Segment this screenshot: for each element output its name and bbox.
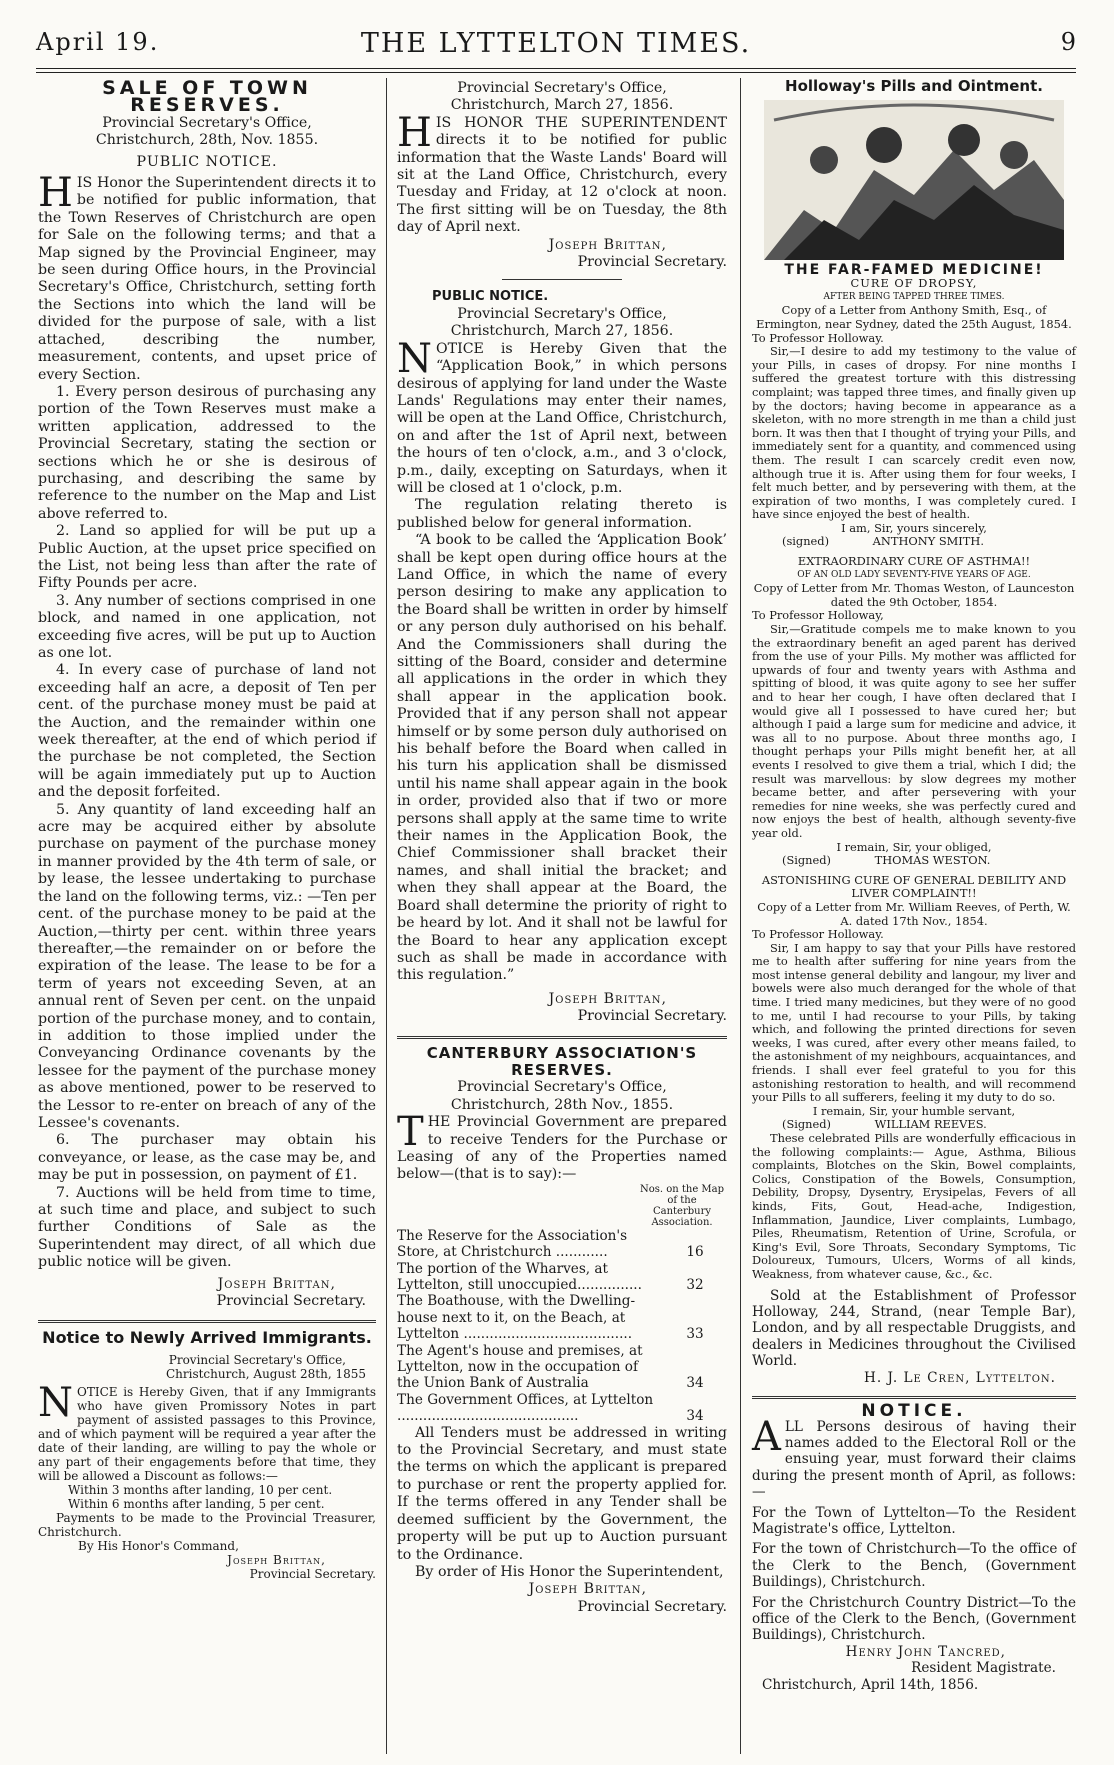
property-description: The Government Offices, at Lyttelton .......................................... (397, 1391, 654, 1425)
properties-table (397, 1228, 727, 1425)
notice-item: For the town of Christchurch—To the office of the Clerk to the Bench, (Government Buildings), Christchurch. (752, 1541, 1076, 1591)
masthead-rule-2 (36, 72, 1076, 73)
regulation-intro: The regulation relating thereto is published below for general information. (397, 497, 727, 531)
command-line: By His Honor's Command, (78, 1538, 239, 1553)
section-divider (38, 1320, 376, 1323)
map-number: 33 (686, 1326, 704, 1343)
payment-line: Payments to be made to the Provincial Treasurer, Christchurch. (38, 1510, 376, 1539)
tender-intro: THE Provincial Government are prepared to receive Tenders for the Purchase or Leasing of any of the Properties named below—(that is to say):— (397, 1109, 727, 1183)
cure-title: ASTONISHING CURE OF GENERAL DEBILITY AND LIVER COMPLAINT!! (761, 872, 1067, 901)
newspaper-title: THE LYTTELTON TIMES. (360, 28, 752, 59)
property-description: The portion of the Wharves, at Lyttelton, still unoccupied............... (397, 1260, 642, 1293)
cure-title: EXTRAORDINARY CURE OF ASTHMA!! (797, 554, 1031, 569)
discount-line: Within 3 months after landing, 10 per cent. (68, 1482, 333, 1497)
map-number: 16 (686, 1244, 704, 1261)
letter-body: Sir,—I desire to add my testimony to the value of your Pills, in cases of dropsy. For nine months I suffered the greatest torture with this distressing complaint; was tapped three times, and finally given up by the doctors; having become in appearance as a skeleton, with no more strength in me than a child just born. It was then that I thought of trying your Pills, and immediately sent for a quantity, and commenced using them. The result I can scarcely credit even now, although true it is. After using them for four weeks, I felt much better, and by persevering with them, at the expiration of two months, I was completely cured. I have since enjoyed the best of health. (752, 344, 1076, 522)
letter-body: Sir,—Gratitude compels me to make known to you the extraordinary benefit an aged parent has derived from the use of your Pills. My mother was afflicted for upwards of four and twenty years with Asthma and spitting of blood, it was quite agony to see her suffer and to hear her cough, I have often declared that I would give all I possessed to have cured her; but although I paid a large sum for medicine and advice, it was all to no purpose. About three months ago, I thought perhaps your Pills might benefit her, at all events I resolved to give them a trial, which I did; the result was marvellous: by slow degrees my mother became better, and after persevering with your remedies for nine weeks, she was perfectly cured and now enjoys the best of health, although seventy-five year old. (752, 622, 1076, 840)
discount-line: Within 6 months after landing, 5 per cent. (68, 1496, 325, 1511)
place-date: Christchurch, August 28th, 1855 (165, 1366, 366, 1381)
office-line: Provincial Secretary's Office, (457, 80, 667, 96)
term-4: 4. In every case of purchase of land not exceeding half an acre, a deposit of Ten per cent. of the purchase money must be paid at the Auction, and the remainder within one week thereafter, at the end of which period if the purchase be not completed, the Section will be again immediately put up to Auction and the deposit forfeited. (38, 662, 376, 801)
masthead (36, 28, 1076, 68)
letter-body: Sir, I am happy to say that your Pills have restored me to health after suffering for nine years from the most intense general debility and langour, my liver and bowels were also much deranged for the whole of that time. I tried many medicines, but they were of no good to me, until I had recourse to your Pills, by taking which, and following the printed directions for seven weeks, I was cured, after every other means failed, to the astonishment of my neighbours, acquaintances, and friends. I shall ever feel grateful to you for this astonishing restoration to health, and will recommend your Pills to all sufferers, feeling it my duty to do so. (752, 940, 1076, 1105)
letter-addressee: To Professor Holloway, (752, 608, 884, 623)
signature-title: Provincial Secretary. (577, 254, 727, 271)
column-3 (752, 77, 1076, 1693)
office-line: Provincial Secretary's Office, (457, 305, 667, 322)
office-line: Provincial Secretary's Office, (168, 1352, 346, 1367)
notice-intro: HIS Honor the Superintendent directs it to be notified for public information, that the Town Reserves of Christchurch are open for Sale on the following terms; and that a Map signed by the Provincial Engineer, may be seen during Office hours, in the Provincial Secretary's Office, Christchurch, setting forth the Sections into which the land will be divided for the purpose of sale, with a list attached, describing the number, measurement, contents, and upset price of every Section. (38, 170, 376, 383)
column-2 (397, 80, 727, 1616)
map-number: 32 (686, 1277, 704, 1293)
table-row (397, 1228, 727, 1261)
signature-name: Joseph Brittan, (217, 1275, 336, 1292)
electoral-notice: ALL Persons desirous of having their names added to the Electoral Roll or the ensuing year, must forward their claims during the present month of April, as follows:— (752, 1413, 1076, 1501)
signature-title: Provincial Secretary. (216, 1293, 366, 1310)
signed-label: (Signed) (782, 1117, 831, 1132)
complaints-list: These celebrated Pills are wonderfully efficacious in the following complaints:— Ague, Asthma, Bilious complaints, Blotches on the Skin, Bowel complaints, Colics, Constipation of the Bowels, Consumption, Debility, Dropsy, Dysentry, Erysipelas, Fevers of all kinds, Fits, Gout, Head-ache, Indigestion, Inflammation, Jaundice, Liver complaints, Lumbago, Piles, Rheumatism, Retention of Urine, Scrofula, or King's Evil, Sore Throats, Secondary Symptoms, Tic Doloureux, Tumours, Ulcers, Worms of all kinds, Weakness, from whatever cause, &c., &c. (752, 1131, 1076, 1281)
cure-subtitle: OF AN OLD LADY SEVENTY-FIVE YEARS OF AGE. (797, 569, 1031, 580)
letter-copy-line: Copy of a Letter from Anthony Smith, Esq., of Ermington, near Sydney, dated the 25th August, 1854. (756, 303, 1072, 331)
heading-notice: NOTICE. (861, 1400, 967, 1421)
term-7: 7. Auctions will be held from time to time, at such time and place, and subject to such further Conditions of Sale as the Superintendent may direct, of all which due public notice will be given. (38, 1184, 376, 1271)
public-notice-title: PUBLIC NOTICE. (432, 289, 549, 305)
separator (502, 279, 622, 280)
office-line: Provincial Secretary's Office, (102, 114, 312, 131)
sold-at: Sold at the Establishment of Professor Holloway, 244, Strand, (near Temple Bar), London, and by all respectable Druggists, and dealers in Medicines throughout the Civilised World. (752, 1287, 1076, 1370)
table-row (397, 1392, 727, 1425)
regulation-quote: “A book to be called the ‘Application Book’ shall be kept open during office hours at the Land Office, in which the name of every person desiring to make any application to the Board shall be written in order by himself or any person duly authorised on his behalf. And the Commissioners shall during the sitting of the Board, consider and determine all applications in the order in which they shall appear in the application book. Provided that if any person shall not appear himself or by some person duly authorised on his behalf before the Board when called in his turn his application shall be dismissed until his name shall appear again in the book in order, provided also that if two or more persons shall apply at the same time to write their names in the Application Book, the Chief Commissioner shall bracket their names, and shall initial the bracket; and when they shall appear at the Board, the Board shall determine the priority of right to be heard by lot. And it shall not be lawful for the Board to hear any application except such as shall be made in accordance with this regulation.” (397, 532, 727, 984)
waste-lands-notice: HIS HONOR THE SUPERINTENDENT directs it to be notified for public information that the Waste Lands' Board will sit at the Land Office, Christchurch, every Tuesday and Friday, at 12 o'clock at noon. The first sitting will be on Tuesday, the 8th day of April next. (397, 109, 727, 236)
place-date: Christchurch, 28th, Nov. 1855. (95, 132, 319, 149)
tender-terms: All Tenders must be addressed in writing to the Provincial Secretary, and must state the terms on which the applicant is prepared to purchase or rent the property applied for. If the terms offered in any Tender shall be deemed sufficient by the Government, the property will be put up to Auction pursuant to the Ordinance. (397, 1424, 727, 1563)
local-agent: H. J. Le Cren, Lyttelton. (863, 1369, 1056, 1386)
page-number: 9 (1060, 28, 1076, 56)
place-date: Christchurch, March 27, 1856. (450, 97, 674, 114)
issue-date: April 19. (36, 28, 160, 56)
column-1 (38, 77, 376, 1581)
letter-closing: I remain, Sir, your obliged, (836, 839, 992, 854)
term-5: 5. Any quantity of land exceeding half an acre may be acquired either by absolute purchase on payment of the purchase money in manner provided by the 4th term of sale, or by lease, the lessee undertaking to purchase the land on the following terms, viz.: —Ten per cent. of the purchase money to be paid at the Auction,—thirty per cent. within three years thereafter,—the remainder on or before the expiration of the lease. The lease to be for a term of years not exceeding Seven, at an annual rent of Seven per cent. on the unpaid portion of the purchase money, and to contain, in addition to those implied under the Conveyancing Ordinance covenants by the lessee for the payment of the purchase money as above mentioned, power to be reserved to the Lessor to re-enter on breach of any of the Lessee's covenants. (38, 801, 376, 1131)
signature-title: Provincial Secretary. (249, 1566, 376, 1581)
notice-item: For the Town of Lyttelton—To the Resident Magistrate's office, Lyttelton. (752, 1504, 1076, 1537)
application-book-notice: NOTICE is Hereby Given that the “Application Book,” in which persons desirous of applying for land under the Waste Lands' Regulations may enter their names, will be open at the Land Office, Christchurch, on and after the 1st of April next, between the hours of ten o'clock, a.m., and 3 o'clock, p.m., daily, excepting on Saturdays, when it will be closed at 1 o'clock, p.m. (397, 335, 727, 496)
column-divider (386, 78, 387, 1754)
map-number: 34 (686, 1375, 704, 1392)
property-description: The Reserve for the Association's Store, at Christchurch ............ (397, 1227, 628, 1261)
engraving-illustration (764, 100, 1064, 260)
property-description: The Agent's house and premises, at Lyttelton, now in the occupation of the Union Bank of Australia (397, 1342, 643, 1392)
term-1: 1. Every person desirous of purchasing any portion of the Town Reserves must make a written application, addressed to the Provincial Secretary, stating the section or sections which he or she is desirous of purchasing, and describing the same by reference to the number on the Map and List above referred to. (38, 383, 376, 522)
signature-name: Henry John Tancred, (845, 1643, 1006, 1660)
letter-addressee: To Professor Holloway. (752, 330, 884, 345)
heading-immigrants: Notice to Newly Arrived Immigrants. (42, 1328, 372, 1348)
subhead-medicine: THE FAR-FAMED MEDICINE! (784, 261, 1044, 278)
table-row (397, 1261, 727, 1294)
letter-closing: I remain, Sir, your humble servant, (812, 1103, 1016, 1118)
term-6: 6. The purchaser may obtain his conveyance, or lease, as the case may be, and may be put in possession, on payment of £1. (38, 1132, 376, 1184)
property-description: The Boathouse, with the Dwelling-house next to it, on the Beach, at Lyttelton ....................................... (397, 1293, 636, 1343)
heading-holloway: Holloway's Pills and Ointment. (785, 77, 1043, 95)
letter-signatory: THOMAS WESTON. (874, 853, 991, 868)
term-3: 3. Any number of sections comprised in one block, and named in one application, not exceeding five acres, will be put up to Auction as one lot. (38, 592, 376, 661)
signature-title: Provincial Secretary. (577, 1598, 727, 1615)
signature-title: Resident Magistrate. (911, 1660, 1056, 1677)
cure-title: CURE OF DROPSY, (850, 276, 978, 291)
masthead-rule (36, 68, 1076, 69)
section-divider (752, 1396, 1076, 1399)
table-row (397, 1293, 727, 1342)
heading-association-reserves: CANTERBURY ASSOCIATION'S RESERVES. (426, 1043, 698, 1079)
order-line: By order of His Honor the Superintendent, (415, 1563, 724, 1580)
signed-label: (signed) (782, 534, 830, 549)
section-divider (397, 1036, 727, 1039)
notice-date: Christchurch, April 14th, 1856. (762, 1676, 979, 1693)
letter-copy-line: Copy of Letter from Mr. Thomas Weston, of Launceston dated the 9th October, 1854. (753, 581, 1075, 609)
notice-title: PUBLIC NOTICE. (136, 153, 278, 170)
place-date: Christchurch, March 27, 1856. (450, 323, 674, 340)
letter-closing: I am, Sir, yours sincerely, (841, 520, 987, 535)
signature-name: Joseph Brittan, (528, 1581, 647, 1598)
signed-label: (Signed) (782, 853, 831, 868)
signature-name: Joseph Brittan, (227, 1552, 326, 1567)
letter-signatory: ANTHONY SMITH. (872, 534, 984, 549)
heading-town-reserves: SALE OF TOWN RESERVES. (102, 77, 312, 117)
immigrants-body: NOTICE is Hereby Given, that if any Immigrants who have given Promissory Notes in part payment of assisted passages to this Province, and of which payment will be required a year after the date of their landing, are willing to pay the whole or any part of their engagements before that time, they will be allowed a Discount as follows:— (38, 1379, 376, 1483)
column-divider (740, 78, 741, 1754)
signature-name: Joseph Brittan, (548, 990, 667, 1007)
letter-addressee: To Professor Holloway. (752, 927, 884, 942)
letter-signatory: WILLIAM REEVES. (874, 1117, 987, 1132)
place-date: Christchurch, 28th Nov., 1855. (450, 1096, 674, 1113)
map-number: 34 (686, 1408, 704, 1425)
signature-title: Provincial Secretary. (577, 1008, 727, 1025)
table-column-header: Nos. on the Map of the Canterbury Association. (639, 1183, 725, 1228)
notice-item: For the Christchurch Country District—To the office of the Clerk to the Bench, (Government Buildings), Christchurch. (752, 1594, 1076, 1644)
term-2: 2. Land so applied for will be put up a Public Auction, at the upset price specified on the List, not being less than after the rate of Fifty Pounds per acre. (38, 523, 376, 592)
signature-name: Joseph Brittan, (548, 236, 667, 253)
letter-copy-line: Copy of a Letter from Mr. William Reeves, of Perth, W. A. dated 17th Nov., 1854. (757, 899, 1071, 928)
office-line: Provincial Secretary's Office, (457, 1079, 667, 1096)
table-row (397, 1343, 727, 1392)
cure-subtitle: AFTER BEING TAPPED THREE TIMES. (823, 291, 1005, 302)
